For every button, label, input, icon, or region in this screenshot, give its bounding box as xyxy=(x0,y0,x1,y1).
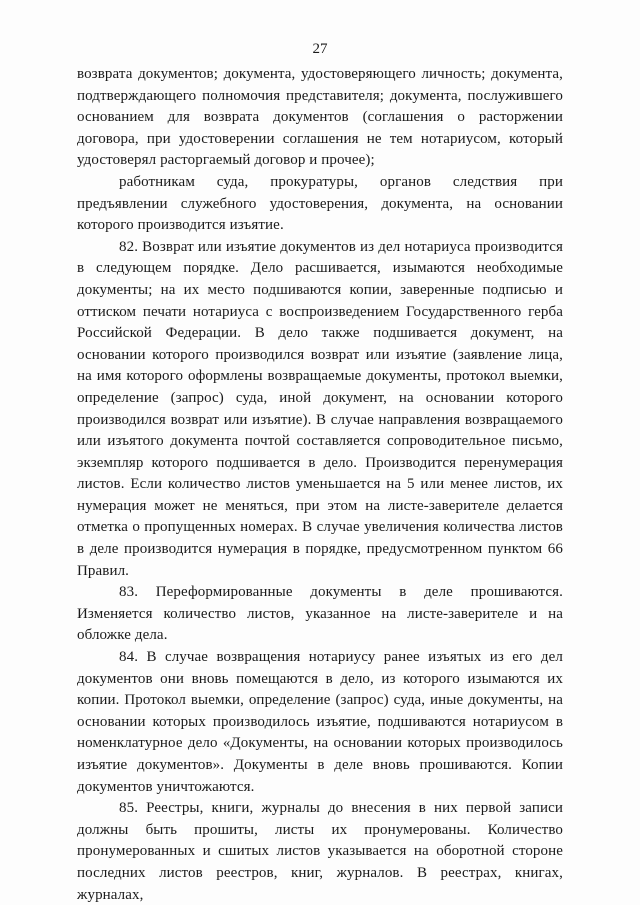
page-number: 27 xyxy=(312,41,328,57)
paragraph-84: 84. В случае возвращения нотариусу ранее изъятых из его дел документов они вновь помещаются в дело, из которого изымаются их копии. Протокол выемки, определение (запрос) суда, иные документы, на основании которых производилось изъятие, подшиваются нотариусом в номенклатурное дело «Документы, на основании которых производилось изъятие документов». Документы в деле вновь прошиваются. Копии документов уничтожаются. xyxy=(77,649,563,795)
paragraph-court-workers: работникам суда, прокуратуры, органов следствия при предъявлении служебного удостоверения, документа, на основании которого производится изъятие. xyxy=(77,173,563,234)
paragraph-85: 85. Реестры, книги, журналы до внесения в них первой записи должны быть прошиты, листы их пронумерованы. Количество пронумерованных и сшитых листов указывается на оборотной стороне последних листов реестров, книг, журналов. В реестрах, книгах, журналах, xyxy=(77,800,563,903)
document-body xyxy=(77,64,563,906)
paragraph-82: 82. Возврат или изъятие документов из дел нотариуса производится в следующем порядке. Дело расшивается, изымаются необходимые документы; на их место подшиваются копии, заверенные подписью и оттиском печати нотариуса с воспроизведением Государственного герба Российской Федерации. В дело также подшивается документ, на основании которого производился возврат или изъятие (заявление лица, на имя которого оформлены возвращаемые документы, протокол выемки, определение (запрос) суда, иной документ, на основании которого производился возврат или изъятие). В случае направления возвращаемого или изъятого документа почтой составляется сопроводительное письмо, экземпляр которого подшивается в дело. Производится перенумерация листов. Если количество листов уменьшается на 5 или менее листов, их нумерация может не меняться, при этом на листе-заверителе делается отметка о пропущенных номерах. В случае увеличения количества листов в деле производится нумерация в порядке, предусмотренном пунктом 66 Правил. xyxy=(77,238,563,579)
paragraph-83: 83. Переформированные документы в деле прошиваются. Изменяется количество листов, указанное на листе-заверителе и на обложке дела. xyxy=(77,584,563,644)
paragraph-continuation: возврата документов; документа, удостоверяющего личность; документа, подтверждающего полномочия представителя; документа, послужившего основанием для возврата документов (соглашения о расторжении договора, при удостоверении соглашения не тем нотариусом, который удостоверял расторгаемый договор и прочее); xyxy=(77,66,563,169)
